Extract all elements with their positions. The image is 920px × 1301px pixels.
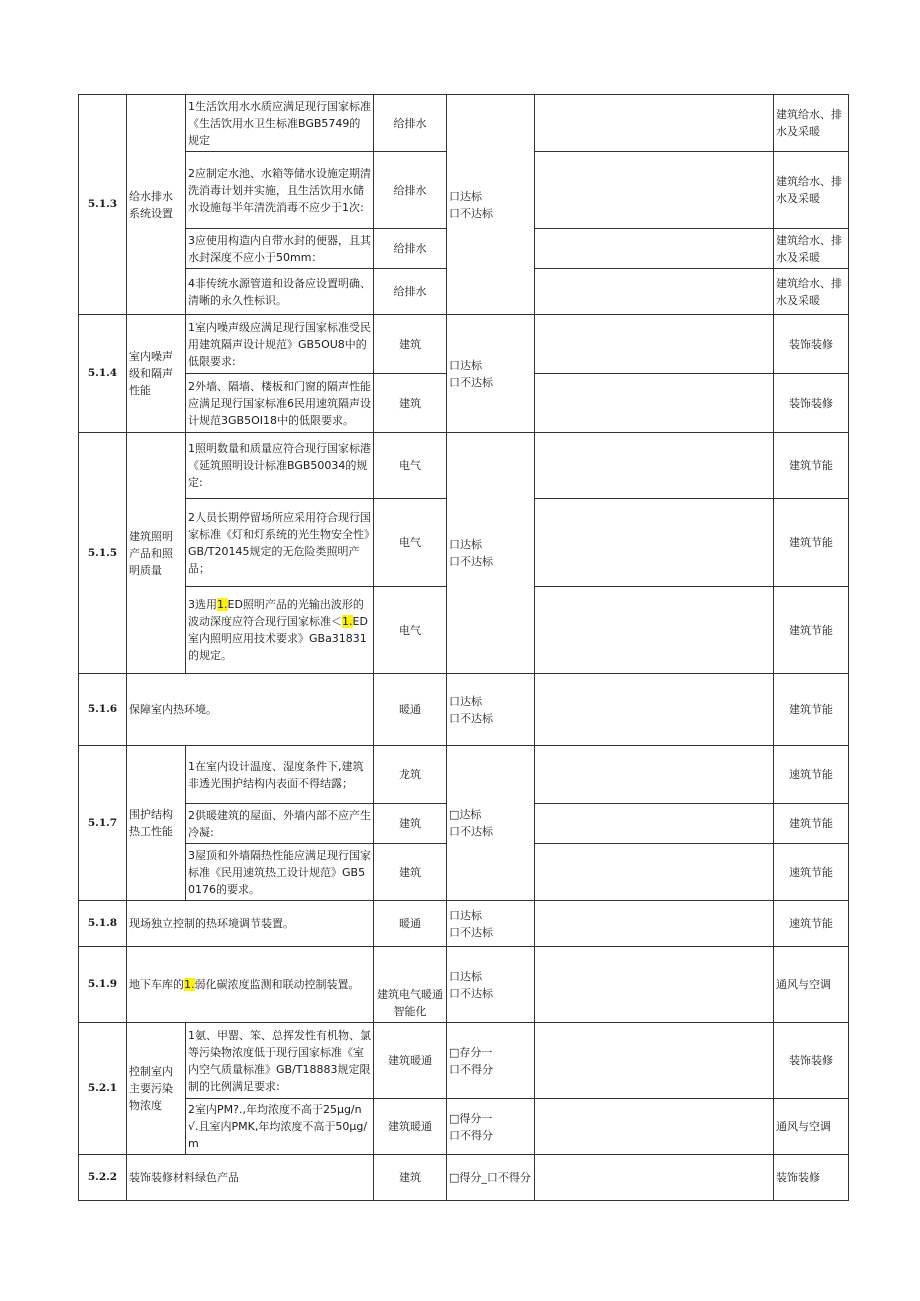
requirement-text: 1室内噪声级应满足现行国家标准受民用建筑隔声设计规范》GB5OU8中的低限要求:	[186, 315, 374, 374]
note-cell	[535, 269, 774, 315]
result-cell	[447, 901, 535, 947]
table-row	[79, 1099, 849, 1155]
result-option[interactable]: 口不达标	[449, 711, 493, 725]
note-cell	[535, 1155, 774, 1201]
requirement-text: 装饰装修材料绿色产品	[127, 1155, 374, 1201]
highlight-mark: 1.	[217, 598, 228, 611]
subsystem-cell: 建筑节能	[774, 433, 849, 499]
subsystem-cell: 速筑节能	[774, 746, 849, 804]
result-option[interactable]: □得分_口不得分	[449, 1171, 531, 1184]
result-option[interactable]: 口达标	[449, 908, 482, 922]
requirement-text: 2外墙、隔墙、楼板和门窗的隔声性能应满足现行国家标准6民用速筑隔声设计规范3GB5OI18中的低限要求。	[186, 374, 374, 433]
result-option[interactable]: 口不达标	[449, 375, 493, 389]
result-cell	[447, 1099, 535, 1155]
result-cell	[447, 1023, 535, 1099]
result-cell	[447, 674, 535, 746]
table-row	[79, 674, 849, 746]
result-option[interactable]: □存分一	[449, 1045, 493, 1059]
requirement-text: 3选用1.ED照明产品的光输出波形的波动深度应符合现行国家标准＜1.ED室内照明应用技术要求》GBa31831的规定。	[186, 587, 374, 674]
requirement-text: 2供暖建筑的屋面、外墙内部不应产生冷凝:	[186, 804, 374, 844]
note-cell	[535, 95, 774, 152]
table-row	[79, 746, 849, 804]
department-cell: 建筑	[374, 374, 447, 433]
department-cell: 电气	[374, 433, 447, 499]
category-cell: 围护结构热工性能	[127, 746, 186, 901]
subsystem-cell: 建筑节能	[774, 587, 849, 674]
department-cell: 建筑	[374, 1155, 447, 1201]
result-option[interactable]: 口不达标	[449, 206, 493, 220]
clause-code: 5.1.8	[79, 901, 127, 947]
clause-code: 5.1.4	[79, 315, 127, 433]
subsystem-cell: 建筑节能	[774, 674, 849, 746]
subsystem-cell: 装饰装修	[774, 1155, 849, 1201]
department-cell: 龙筑	[374, 746, 447, 804]
department-cell: 给排水	[374, 95, 447, 152]
result-option[interactable]: 口不达标	[449, 986, 493, 1000]
subsystem-cell: 速筑节能	[774, 901, 849, 947]
result-cell	[447, 947, 535, 1023]
note-cell	[535, 844, 774, 901]
clause-code: 5.1.5	[79, 433, 127, 674]
requirement-text: 3应使用构造内自带水封的便器，且其水封深度不应小于50mm：	[186, 229, 374, 269]
result-cell	[447, 433, 535, 674]
table-row	[79, 1023, 849, 1099]
result-option[interactable]: 口不得分	[449, 1128, 493, 1142]
highlight-mark: 1.	[342, 615, 353, 628]
subsystem-cell: 建筑给水、排水及采暖	[774, 269, 849, 315]
subsystem-cell: 建筑给水、排水及采暖	[774, 229, 849, 269]
category-cell: 给水排水系统设置	[127, 95, 186, 315]
table-row	[79, 315, 849, 374]
checklist-table	[78, 94, 849, 1201]
result-option[interactable]: 口达标	[449, 189, 482, 203]
clause-code: 5.1.9	[79, 947, 127, 1023]
result-option[interactable]: 口不达标	[449, 555, 493, 568]
note-cell	[535, 587, 774, 674]
subsystem-cell: 通风与空调	[774, 947, 849, 1023]
requirement-text: 地下车库的1.弱化碳浓度监测和联动控制装置。	[127, 947, 374, 1023]
result-option[interactable]: 口达标	[449, 358, 482, 372]
clause-code: 5.1.7	[79, 746, 127, 901]
requirement-text: 保障室内热环境。	[127, 674, 374, 746]
result-option[interactable]: 口不得分	[449, 1062, 493, 1076]
requirement-text: 2应制定水池、水箱等储水设施定期清洗消毒计划并实施，且生活饮用水储水设施每半年清洗消毒不应少于1次:	[186, 152, 374, 229]
note-cell	[535, 433, 774, 499]
category-cell: 室内噪声级和隔声性能	[127, 315, 186, 433]
result-option[interactable]: □达标	[449, 808, 482, 821]
result-option[interactable]: 口达标	[449, 538, 482, 551]
note-cell	[535, 804, 774, 844]
category-cell: 控制室内主要污染物浓度	[127, 1023, 186, 1155]
clause-code: 5.1.6	[79, 674, 127, 746]
department-cell: 建筑电气暖通智能化	[374, 947, 447, 1023]
note-cell	[535, 229, 774, 269]
requirement-text: 1在室内设计温度、湿度条件下,建筑非透光围护结构内表面不得结露；	[186, 746, 374, 804]
subsystem-cell: 装饰装修	[774, 1023, 849, 1099]
subsystem-cell: 建筑节能	[774, 804, 849, 844]
result-option[interactable]: 口不达标	[449, 925, 493, 939]
result-option[interactable]: 口不达标	[449, 825, 493, 838]
subsystem-cell: 装饰装修	[774, 374, 849, 433]
requirement-text: 2室内PM?.,年均浓度不高于25μg/n√.且室内PMK,年均浓度不高于50μg/m	[186, 1099, 374, 1155]
note-cell	[535, 315, 774, 374]
note-cell	[535, 1023, 774, 1099]
note-cell	[535, 374, 774, 433]
department-cell: 给排水	[374, 229, 447, 269]
subsystem-cell: 装饰装修	[774, 315, 849, 374]
department-cell: 建筑	[374, 315, 447, 374]
table-row	[79, 95, 849, 152]
department-cell: 建筑	[374, 804, 447, 844]
clause-code: 5.2.1	[79, 1023, 127, 1155]
highlight-mark: 1.	[184, 978, 195, 991]
subsystem-cell: 通风与空调	[774, 1099, 849, 1155]
department-cell: 建筑暖通	[374, 1023, 447, 1099]
requirement-text: 1氨、甲罂、笨、总挥发性有机物、氯等污染物浓度低于现行国家标准《室内空气质量标准》GB/T18883规定限制的比例满足要求:	[186, 1023, 374, 1099]
result-cell	[447, 315, 535, 433]
requirement-text: 现场独立控制的热环境调节装置。	[127, 901, 374, 947]
result-option[interactable]: 口达标	[449, 969, 482, 983]
result-cell	[447, 95, 535, 315]
note-cell	[535, 1099, 774, 1155]
subsystem-cell: 建筑节能	[774, 499, 849, 587]
requirement-text: 1照明数量和质量应符合现行国家标港《延筑照明设计标准BGB50034的规定:	[186, 433, 374, 499]
requirement-text: 3屋顶和外墙隔热性能应满足现行国家标准《民用速筑热工设计规范》GB50176的要求。	[186, 844, 374, 901]
requirement-text: 1生活饮用水水质应满足现行国家标准《生活饮用水卫生标准BGB5749的规定	[186, 95, 374, 152]
subsystem-cell: 速筑节能	[774, 844, 849, 901]
department-cell: 电气	[374, 499, 447, 587]
result-option[interactable]: □得分一	[449, 1111, 493, 1125]
table-row	[79, 433, 849, 499]
note-cell	[535, 746, 774, 804]
subsystem-cell: 建筑给水、排水及采暖	[774, 152, 849, 229]
table-row	[79, 947, 849, 1023]
requirement-text: 4非传统水源管道和设备应设置明确、清晰的永久性标识。	[186, 269, 374, 315]
result-option[interactable]: 口达标	[449, 694, 482, 708]
department-cell: 建筑暖通	[374, 1099, 447, 1155]
department-cell: 暖通	[374, 901, 447, 947]
note-cell	[535, 947, 774, 1023]
department-cell: 电气	[374, 587, 447, 674]
department-cell: 建筑	[374, 844, 447, 901]
clause-code: 5.1.3	[79, 95, 127, 315]
note-cell	[535, 674, 774, 746]
subsystem-cell: 建筑给水、排水及采暖	[774, 95, 849, 152]
result-cell	[447, 1155, 535, 1201]
department-cell: 给排水	[374, 269, 447, 315]
table-row	[79, 1155, 849, 1201]
note-cell	[535, 901, 774, 947]
result-cell	[447, 746, 535, 901]
department-cell: 给排水	[374, 152, 447, 229]
note-cell	[535, 499, 774, 587]
table-row	[79, 901, 849, 947]
department-cell: 暖通	[374, 674, 447, 746]
clause-code: 5.2.2	[79, 1155, 127, 1201]
note-cell	[535, 152, 774, 229]
requirement-text: 2人员长期停留场所应采用符合现行国家标准《灯和灯系统的光生物安全性》GB/T20145规定的无危险类照明产品；	[186, 499, 374, 587]
category-cell: 建筑照明产品和照明质量	[127, 433, 186, 674]
